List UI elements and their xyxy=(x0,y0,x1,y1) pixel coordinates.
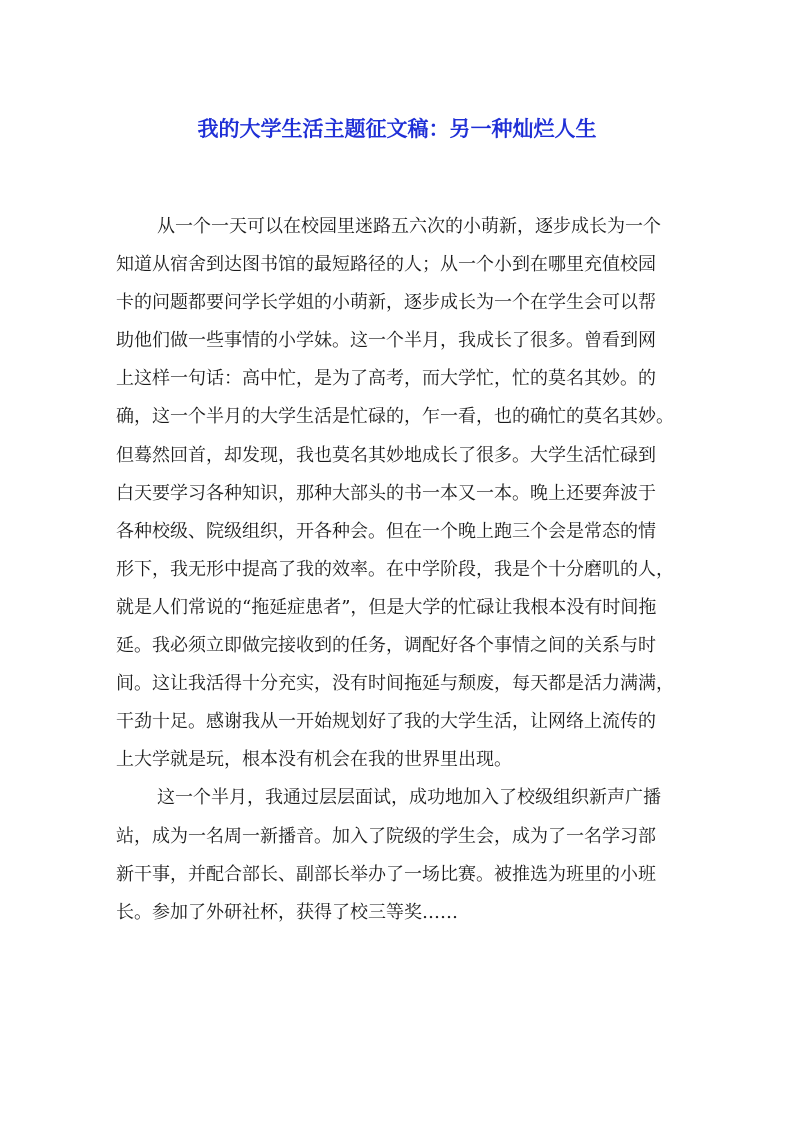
paragraph-1-line-8: 白天要学习各种知识，那种大部头的书一本又一本。晚上还要奔波于 xyxy=(116,482,656,504)
paragraph-1-line-2: 知道从宿舍到达图书馆的最短路径的人；从一个小到在哪里充值校园 xyxy=(116,254,656,276)
paragraph-1-line-1: 从一个一天可以在校园里迷路五六次的小萌新，逐步成长为一个 xyxy=(157,216,661,237)
paragraph-1-line-7: 但蓦然回首，却发现，我也莫名其妙地成长了很多。大学生活忙碌到 xyxy=(116,444,656,466)
paragraph-1-line-3: 卡的问题都要问学长学姐的小萌新，逐步成长为一个在学生会可以帮 xyxy=(116,292,656,314)
paragraph-2-line-3: 新干事，并配合部长、副部长举办了一场比赛。被推选为班里的小班 xyxy=(116,863,656,885)
paragraph-1-line-6: 确，这一个半月的大学生活是忙碌的，乍一看，也的确忙的莫名其妙。 xyxy=(116,406,674,428)
paragraph-1-line-15: 上大学就是玩，根本没有机会在我的世界里出现。 xyxy=(116,749,512,771)
document-body xyxy=(116,208,708,932)
paragraph-1-line-4: 助他们做一些事情的小学妹。这一个半月，我成长了很多。曾看到网 xyxy=(116,330,656,352)
paragraph-1-line-5: 上这样一句话：高中忙，是为了高考，而大学忙，忙的莫名其妙。的 xyxy=(116,368,656,390)
document-title: 我的大学生活主题征文稿：另一种灿烂人生 xyxy=(197,117,597,141)
paragraph-2-line-1: 这一个半月，我通过层层面试，成功地加入了校级组织新声广播 xyxy=(157,787,661,809)
paragraph-1-line-14: 干劲十足。感谢我从一开始规划好了我的大学生活，让网络上流传的 xyxy=(116,711,656,733)
paragraph-1-line-9: 各种校级、院级组织，开各种会。但在一个晚上跑三个会是常态的情 xyxy=(116,520,656,542)
paragraph-2-line-2: 站，成为一名周一新播音。加入了院级的学生会，成为了一名学习部 xyxy=(116,825,656,847)
paragraph-1-line-11: 就是人们常说的“拖延症患者”，但是大学的忙碌让我根本没有时间拖 xyxy=(116,596,657,618)
paragraph-1-line-12: 延。我必须立即做完接收到的任务，调配好各个事情之间的关系与时 xyxy=(116,635,656,657)
paragraph-1-line-13: 间。这让我活得十分充实，没有时间拖延与颓废，每天都是活力满满， xyxy=(116,673,674,695)
paragraph-2-line-4: 长。参加了外研社杯，获得了校三等奖…… xyxy=(116,901,458,923)
paragraph-1-line-10: 形下，我无形中提高了我的效率。在中学阶段，我是个十分磨叽的人， xyxy=(116,558,674,580)
